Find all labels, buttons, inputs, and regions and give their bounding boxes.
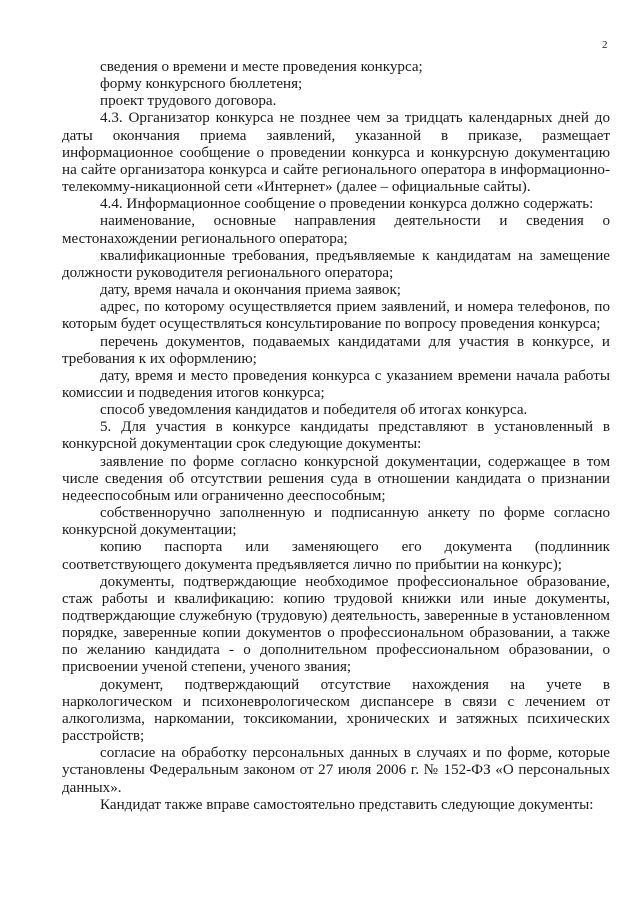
paragraph: дату, время начала и окончания приема заявок;: [100, 282, 401, 299]
paragraph: адрес, по которому осуществляется прием заявлений, и номера телефонов, по которым будет осуществляться консультирование по вопросу проведения конкурса;: [62, 299, 610, 333]
paragraph: 5. Для участия в конкурсе кандидаты представляют в установленный в конкурсной документации срок следующие документы:: [62, 419, 610, 453]
page-number: 2: [602, 39, 608, 51]
paragraph: 4.4. Информационное сообщение о проведении конкурса должно содержать:: [100, 196, 594, 213]
paragraph: 4.3. Организатор конкурса не позднее чем за тридцать календарных дней до даты окончания приема заявлений, указанной в приказе, размещает информационное сообщение о проведении конкурса и конкурсную документацию на сайте организатора конкурса и сайте регионального оператора в информационно-телекомму-никационной сети «Интернет» (далее – официальные сайты).: [62, 110, 610, 196]
paragraph: копию паспорта или заменяющего его документа (подлинник соответствующего документа предъявляется лично по прибытии на конкурс);: [62, 539, 610, 573]
paragraph: сведения о времени и месте проведения конкурса;: [100, 59, 423, 75]
paragraph: квалификационные требования, предъявляемые к кандидатам на замещение должности руководителя регионального оператора;: [62, 247, 610, 281]
paragraph: собственноручно заполненную и подписанную анкету по форме согласно конкурсной документации;: [62, 505, 610, 539]
document-body: [62, 59, 610, 814]
paragraph: дату, время и место проведения конкурса с указанием времени начала работы комиссии и подведения итогов конкурса;: [62, 367, 610, 401]
paragraph: документы, подтверждающие необходимое профессиональное образование, стаж работы и квалификацию: копию трудовой книжки или иные документы, подтверждающие служебную (трудовую) деятельность, заверенные в установленном порядке, заверенные копии документов о профессиональном образовании, а также по желанию кандидата - о дополнительном профессиональном образовании, о присвоении ученой степени, ученого звания;: [62, 573, 610, 676]
paragraph: наименование, основные направления деятельности и сведения о местонахождении регионального оператора;: [62, 213, 610, 247]
paragraph: заявление по форме согласно конкурсной документации, содержащее в том числе сведения об отсутствии решения суда в отношении кандидата о признании недееспособным или ограниченно дееспособным;: [62, 453, 610, 504]
paragraph: согласие на обработку персональных данных в случаях и по форме, которые установлены Федеральным законом от 27 июля 2006 г. № 152-ФЗ «О персональных данных».: [62, 745, 610, 796]
paragraph: форму конкурсного бюллетеня;: [100, 76, 303, 93]
paragraph: документ, подтверждающий отсутствие нахождения на учете в наркологическом и психоневрологическом диспансере в связи с лечением от алкоголизма, наркомании, токсикомании, хронических и затяжных психических расстройств;: [62, 676, 610, 745]
paragraph: Кандидат также вправе самостоятельно представить следующие документы:: [100, 796, 594, 813]
paragraph: перечень документов, подаваемых кандидатами для участия в конкурсе, и требования к их оформлению;: [62, 333, 610, 367]
paragraph: проект трудового договора.: [100, 93, 277, 110]
paragraph: способ уведомления кандидатов и победителя об итогах конкурса.: [100, 402, 528, 419]
